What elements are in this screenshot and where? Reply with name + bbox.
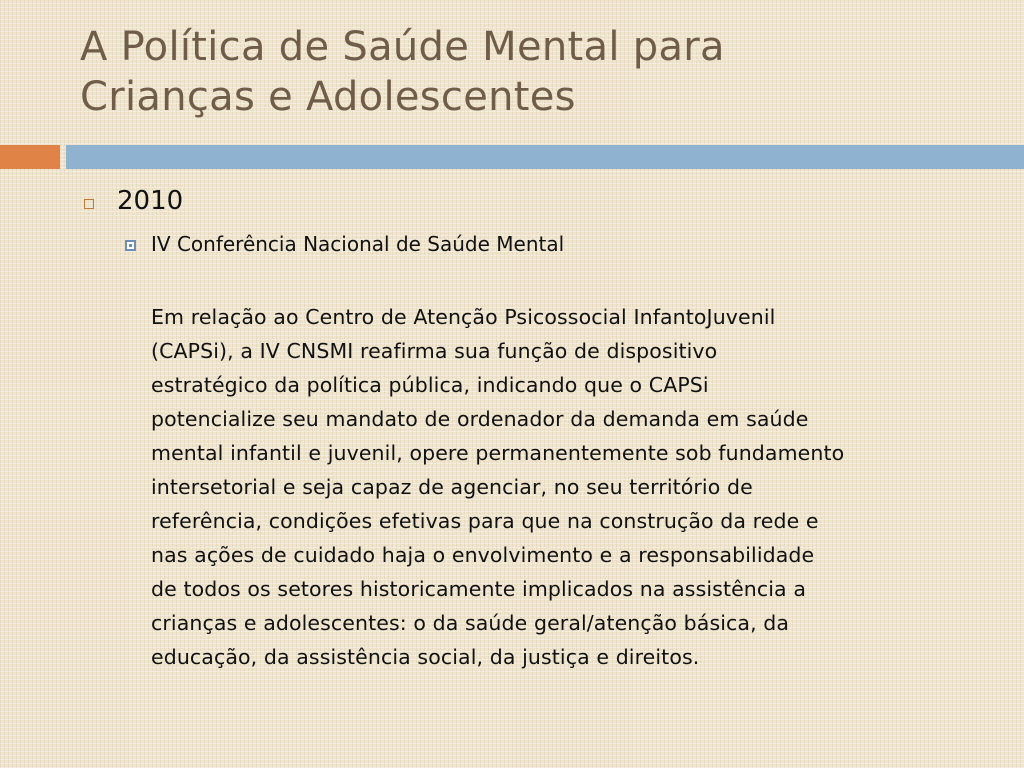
body-paragraph [151, 300, 981, 674]
body-line: nas ações de cuidado haja o envolvimento e a responsabilidade [151, 543, 815, 567]
body-line: estratégico da política pública, indicando que o CAPSi [151, 373, 709, 397]
body-line: intersetorial e seja capaz de agenciar, no seu território de [151, 475, 753, 499]
body-line: (CAPSi), a IV CNSMI reafirma sua função de dispositivo [151, 339, 718, 363]
body-line: referência, condições efetivas para que na construção da rede e [151, 509, 819, 533]
title-line-1: A Política de Saúde Mental para [80, 24, 725, 70]
body-line: de todos os setores historicamente implicados na assistência a [151, 577, 806, 601]
boxed-square-bullet-icon [125, 240, 136, 251]
bullet-year: 2010 [117, 186, 184, 216]
square-bullet-icon [84, 199, 94, 209]
body-line: educação, da assistência social, da justiça e direitos. [151, 645, 700, 669]
body-line: mental infantil e juvenil, opere permanentemente sob fundamento [151, 441, 845, 465]
conference-heading: IV Conferência Nacional de Saúde Mental [151, 232, 565, 256]
accent-bar-orange [0, 145, 60, 169]
body-line: crianças e adolescentes: o da saúde geral/atenção básica, da [151, 611, 790, 635]
accent-bar-blue [66, 145, 1024, 169]
body-line: potencialize seu mandato de ordenador da demanda em saúde [151, 407, 809, 431]
title-line-2: Crianças e Adolescentes [80, 74, 576, 120]
body-line: Em relação ao Centro de Atenção Psicossocial InfantoJuvenil [151, 305, 776, 329]
slide-title [80, 22, 980, 122]
